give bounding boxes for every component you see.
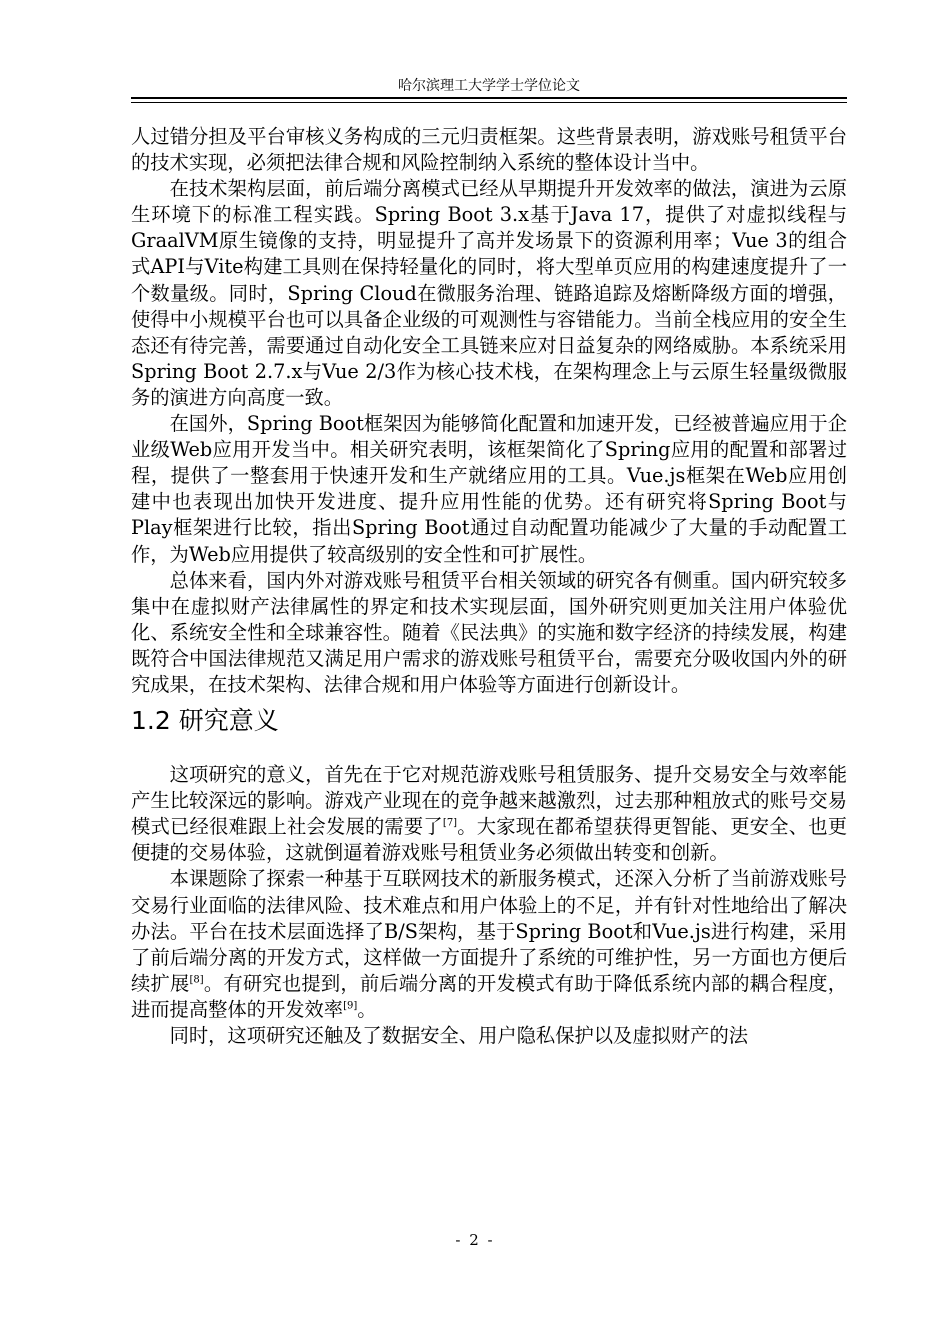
text-run: 。有研究也提到，前后端分离的开发模式有助于降低系统内部的耦合程度，进而提高整体的开发效率 <box>131 971 848 1021</box>
paragraph <box>131 866 847 1023</box>
page-body <box>131 124 847 1049</box>
citation: [9] <box>343 1000 358 1012</box>
paragraph: 人过错分担及平台审核义务构成的三元归责框架。这些背景表明，游戏账号租赁平台的技术实现，必须把法律合规和风险控制纳入系统的整体设计当中。 <box>131 125 847 175</box>
paragraph: 同时，这项研究还触及了数据安全、用户隐私保护以及虚拟财产的法 <box>169 1024 749 1047</box>
page-number: - 2 - <box>455 1231 495 1249</box>
paragraph: 在国外，Spring Boot框架因为能够简化配置和加速开发，已经被普遍应用于企业级Web应用开发当中。相关研究表明，该框架简化了Spring应用的配置和部署过程，提供了一整套用于快速开发和生产就绪应用的工具。Vue.js框架在Web应用创建中也表现出加快开发进度、提升应用性能的优势。还有研究将Spring Boot与Play框架进行比较，指出Spring Boot通过自动配置功能减少了大量的手动配置工作，为Web应用提供了较高级别的安全性和可扩展性。 <box>131 412 847 566</box>
paragraph: 在技术架构层面，前后端分离模式已经从早期提升开发效率的做法，演进为云原生环境下的标准工程实践。Spring Boot 3.x基于Java 17，提供了对虚拟线程与GraalVM原生镜像的支持，明显提升了高并发场景下的资源利用率；Vue 3的组合式API与Vite构建工具则在保持轻量化的同时，将大型单页应用的构建速度提升了一个数量级。同时，Spring Cloud在微服务治理、链路追踪及熔断降级方面的增强，使得中小规模平台也可以具备企业级的可观测性与容错能力。当前全栈应用的安全生态还有待完善，需要通过自动化安全工具链来应对日益复杂的网络威胁。本系统采用Spring Boot 2.7.x与Vue 2/3作为核心技术栈，在架构理念上与云原生轻量级微服务的演进方向高度一致。 <box>131 177 847 409</box>
text-run: 。大家现在都希望获得更智能、更安全、也更便捷的交易体验，这就倒逼着游戏账号租赁业务必须做出转变和创新。 <box>131 815 847 865</box>
text-run: 这项研究的意义，首先在于它对规范游戏账号租赁服务、提升交易安全与效率能产生比较深远的影响。游戏产业现在的竞争越来越激烈，过去那种粗放式的账号交易模式已经很难跟上社会发展的需要了 <box>131 763 847 839</box>
section-heading: 1.2 研究意义 <box>131 706 279 736</box>
text-run: 本课题除了探索一种基于互联网技术的新服务模式，还深入分析了当前游戏账号交易行业面临的法律风险、技术难点和用户体验上的不足，并有针对性地给出了解决办法。平台在技术层面选择了B/S架构，基于Spring Boot和Vue.js进行构建，采用了前后端分离的开发方式，这样做一方面提升了系统的可维护性，另一方面也方便后续扩展 <box>131 867 847 995</box>
running-header: 哈尔滨理工大学学士学位论文 <box>398 78 580 94</box>
citation: [8] <box>189 974 204 986</box>
paragraph <box>131 762 847 866</box>
paragraph: 总体来看，国内外对游戏账号租赁平台相关领域的研究各有侧重。国内研究较多集中在虚拟财产法律属性的界定和技术实现层面，国外研究则更加关注用户体验优化、系统安全性和全球兼容性。随着《民法典》的实施和数字经济的持续发展，构建既符合中国法律规范又满足用户需求的游戏账号租赁平台，需要充分吸收国内外的研究成果，在技术架构、法律合规和用户体验等方面进行创新设计。 <box>131 568 847 696</box>
header-rule-thin <box>131 102 847 103</box>
citation: [7] <box>442 817 458 829</box>
text-run: 。 <box>357 997 377 1021</box>
header-rule-thick <box>131 97 847 99</box>
